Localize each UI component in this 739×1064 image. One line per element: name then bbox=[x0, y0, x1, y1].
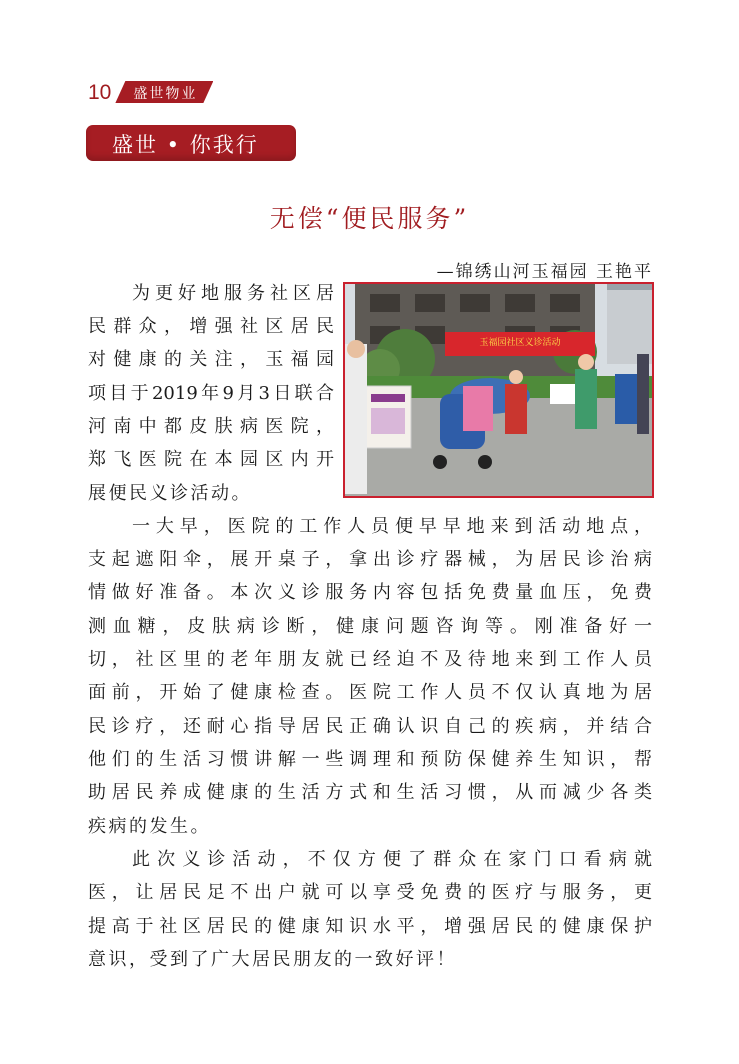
magazine-name-tab bbox=[115, 81, 213, 103]
paragraph-line: 河南中都皮肤病医院， bbox=[88, 416, 334, 437]
section-label: 盛世 • 你我行 bbox=[112, 133, 259, 157]
page-number: 10 bbox=[88, 80, 112, 104]
paragraph-line: 助居民养成健康的生活方式和生活习惯，从而减少各类 bbox=[88, 782, 652, 803]
paragraph-line: 面前，开始了健康检查。医院工作人员不仅认真地为居 bbox=[88, 682, 652, 703]
paragraph-line: 对健康的关注，玉福园 bbox=[88, 349, 334, 370]
article-title: 无偿“便民服务” bbox=[269, 204, 470, 233]
section-banner bbox=[86, 125, 296, 161]
paragraph-line: 项目于2019年9月3日联合 bbox=[88, 383, 334, 404]
article-photo bbox=[343, 282, 654, 498]
paragraph-line: 意识，受到了广大居民朋友的一致好评！ bbox=[88, 949, 457, 970]
paragraph-line: 民诊疗，还耐心指导居民正确认识自己的疾病，并结合 bbox=[88, 716, 652, 737]
paragraph-line: 郑飞医院在本园区内开 bbox=[88, 449, 334, 470]
paragraph-line: 民群众，增强社区居民 bbox=[88, 316, 334, 337]
paragraph-line: 支起遮阳伞，展开桌子，拿出诊疗器械，为居民诊治病 bbox=[88, 549, 652, 570]
paragraph-line: 测血糖，皮肤病诊断，健康问题咨询等。刚准备好一 bbox=[88, 616, 652, 637]
paragraph-line: 医，让居民足不出户就可以享受免费的医疗与服务，更 bbox=[88, 882, 652, 903]
paragraph-line: 提高于社区居民的健康知识水平，增强居民的健康保护 bbox=[88, 916, 652, 937]
paragraph-line: 切，社区里的老年朋友就已经迫不及待地来到工作人员 bbox=[88, 649, 652, 670]
paragraph-line: 展便民义诊活动。 bbox=[88, 483, 252, 504]
paragraph-line: 情做好准备。本次义诊服务内容包括免费量血压，免费 bbox=[88, 582, 652, 603]
photo-illustration bbox=[345, 284, 652, 496]
paragraph-line: 疾病的发生。 bbox=[88, 816, 211, 837]
paragraph-line: 此次义诊活动，不仅方便了群众在家门口看病就 bbox=[132, 849, 652, 870]
magazine-name: 盛世物业 bbox=[133, 86, 198, 102]
photo-banner-text: 玉福园社区义诊活动 bbox=[479, 338, 561, 348]
paragraph-line: 一大早，医院的工作人员便早早地来到活动地点， bbox=[132, 516, 652, 537]
page-header bbox=[88, 80, 213, 104]
paragraph-line: 为更好地服务社区居 bbox=[132, 283, 334, 304]
paragraph-line: 他们的生活习惯讲解一些调理和预防保健养生知识，帮 bbox=[88, 749, 652, 770]
article-byline: —锦绣山河玉福园 王艳平 bbox=[436, 262, 653, 282]
